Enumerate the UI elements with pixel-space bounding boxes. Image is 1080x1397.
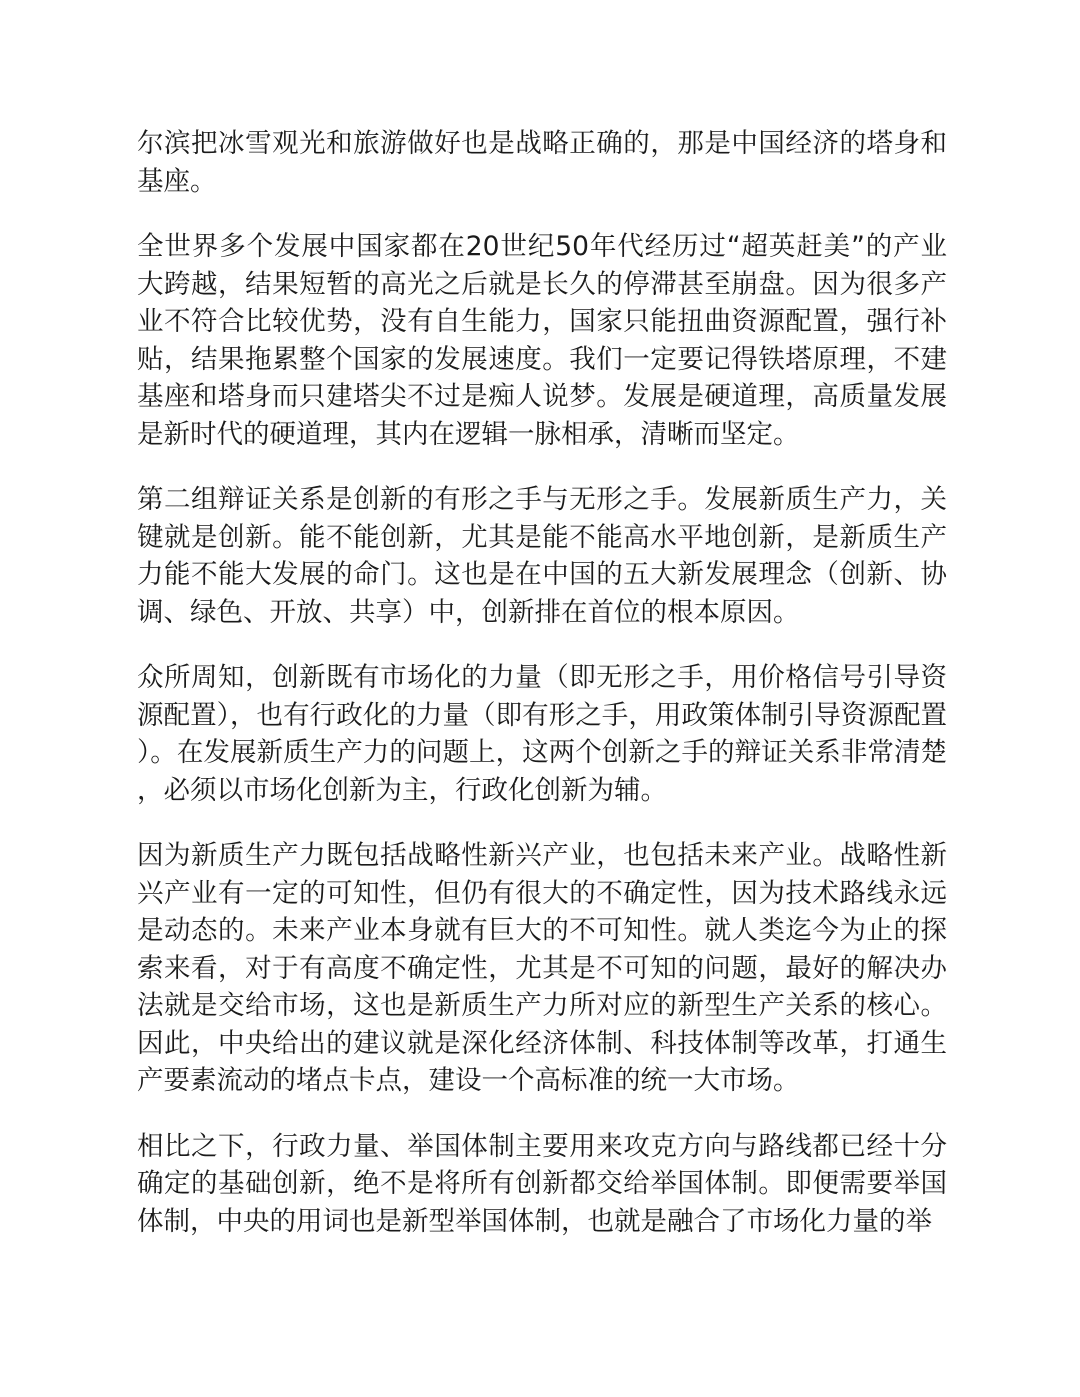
paragraph-5: 因为新质生产力既包括战略性新兴产业，也包括未来产业。战略性新兴产业有一定的可知性，但仍有很大的不确定性，因为技术路线永远是动态的。未来产业本身就有巨大的不可知性。就人类迄今为止的探索来看，对于有高度不确定性，尤其是不可知的问题，最好的解决办法就是交给市场，这也是新质生产力所对应的新型生产关系的核心。因此，中央给出的建议就是深化经济体制、科技体制等改革，打通生产要素流动的堵点卡点，建设一个高标准的统一大市场。 — [137, 840, 947, 1096]
paragraph-1: 尔滨把冰雪观光和旅游做好也是战略正确的，那是中国经济的塔身和基座。 — [137, 128, 947, 197]
article-body — [137, 125, 947, 1268]
paragraph-2: 全世界多个发展中国家都在20世纪50年代经历过“超英赶美”的产业大跨越，结果短暂的高光之后就是长久的停滞甚至崩盘。因为很多产业不符合比较优势，没有自生能力，国家只能扭曲资源配置，强行补贴，结果拖累整个国家的发展速度。我们一定要记得铁塔原理，不建基座和塔身而只建塔尖不过是痴人说梦。发展是硬道理，高质量发展是新时代的硬道理，其内在逻辑一脉相承，清晰而坚定。 — [137, 231, 947, 450]
paragraph-4: 众所周知，创新既有市场化的力量（即无形之手，用价格信号引导资源配置），也有行政化的力量（即有形之手，用政策体制引导资源配置）。在发展新质生产力的问题上，这两个创新之手的辩证关系非常清楚，必须以市场化创新为主，行政化创新为辅。 — [137, 662, 947, 806]
paragraph-3: 第二组辩证关系是创新的有形之手与无形之手。发展新质生产力，关键就是创新。能不能创新，尤其是能不能高水平地创新，是新质生产力能不能大发展的命门。这也是在中国的五大新发展理念（创新、协调、绿色、开放、共享）中，创新排在首位的根本原因。 — [137, 484, 947, 628]
paragraph-6: 相比之下，行政力量、举国体制主要用来攻克方向与路线都已经十分确定的基础创新，绝不是将所有创新都交给举国体制。即便需要举国体制，中央的用词也是新型举国体制，也就是融合了市场化力量的举 — [137, 1130, 947, 1237]
